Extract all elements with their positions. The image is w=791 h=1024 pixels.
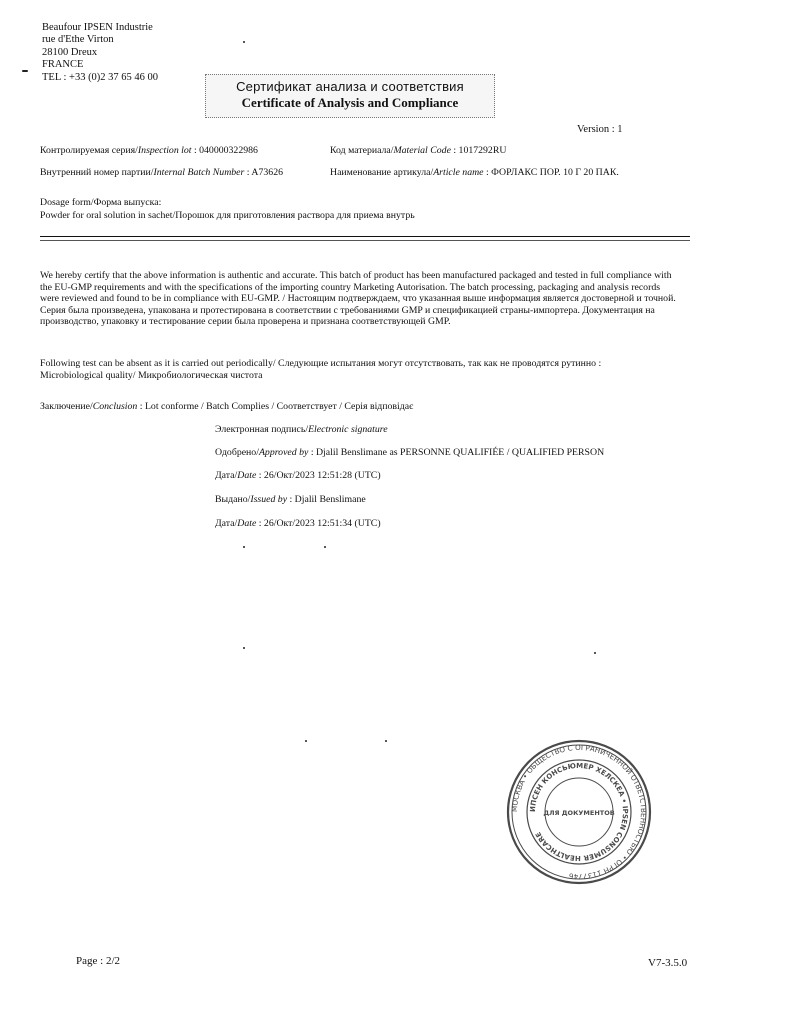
issued-value: : Djalil Benslimane	[289, 494, 366, 505]
scan-speck	[324, 546, 326, 548]
company-city: 28100 Dreux	[42, 46, 98, 58]
stamp-seal-icon	[505, 738, 653, 886]
issued-label-en: Issued by	[250, 494, 288, 505]
company-street: rue d'Ethe Virton	[42, 34, 114, 46]
batch-label-ru: Внутренний номер партии/	[40, 167, 154, 178]
stamp-inner-text: ИПСЕН КОНСЬЮМЕР ХЕЛСКЕА • IPSEN CONSUMER HEALTHCARE	[528, 761, 630, 863]
issued-date-label-en: Date	[237, 518, 257, 529]
scan-speck	[243, 546, 245, 548]
batch-number-field	[40, 167, 283, 178]
inspection-lot-value: : 040000322986	[193, 145, 258, 156]
company-country: FRANCE	[42, 59, 84, 71]
page-number: Page : 2/2	[76, 955, 120, 967]
optional-tests-item: Microbiological quality/ Микробиологическая чистота	[40, 369, 263, 381]
approved-date-value: : 26/Окт/2023 12:51:28 (UTC)	[258, 470, 381, 481]
issued-date-label-ru: Дата/	[215, 518, 238, 529]
approved-value: : Djalil Benslimane as PERSONNE QUALIFIÉE / QUALIFIED PERSON	[310, 447, 605, 458]
certification-paragraph: We hereby certify that the above information is authentic and accurate. This batch of product has been manufactured packaged and tested in full compliance with the EU-GMP requirements and with the specifications of the importing country Marketing Autorisation. The batch processing, packaging and analysis records were reviewed and found to be in compliance with EU-GMP. / Настоящим подтверждаем, что указанная выше информация является достоверной и точной. Серия была произведена, упакована и протестирована в соответствии с требованиями GMP и спецификацией страны-импортера. Документация на производство, упаковку и тестирование серии была проверена и признана соответствующей GMP.	[40, 270, 676, 328]
issued-label-ru: Выдано/	[215, 494, 251, 505]
document-title-box	[205, 74, 495, 118]
electronic-signature-ru: Электронная подпись/	[215, 424, 309, 435]
approved-date-label-en: Date	[237, 470, 257, 481]
divider-line-secondary	[40, 240, 690, 241]
company-stamp	[505, 738, 653, 886]
company-name: Beaufour IPSEN Industrie	[42, 22, 153, 33]
issued-date-line	[215, 518, 381, 529]
stamp-center-text: ДЛЯ ДОКУМЕНТОВ	[543, 809, 615, 817]
optional-tests-text: Following test can be absent as it is carried out periodically/ Следующие испытания могут отсутствовать, так как не проводятся рутинно :	[40, 358, 602, 369]
company-address	[42, 22, 158, 84]
conclusion-value: : Lot conforme / Batch Complies / Соответствует / Серія відповідає	[139, 401, 414, 412]
scan-speck	[385, 740, 387, 742]
material-code-field	[330, 145, 506, 156]
article-name-field	[330, 167, 619, 178]
scan-speck	[243, 41, 245, 43]
electronic-signature-heading	[215, 424, 388, 435]
divider-line	[40, 236, 690, 237]
issued-by-line	[215, 494, 366, 505]
scan-speck	[305, 740, 307, 742]
batch-label-en: Internal Batch Number	[153, 167, 245, 178]
material-code-label-en: Material Code	[393, 145, 451, 156]
dosage-value: Powder for oral solution in sachet/Порошок для приготовления раствора для приема внутрь	[40, 209, 415, 221]
document-version: V7-3.5.0	[648, 957, 688, 969]
electronic-signature-en: Electronic signature	[308, 424, 388, 435]
scan-speck	[243, 647, 245, 649]
version-label: Version : 1	[577, 124, 623, 135]
stamp-outer-text: МОСКВА • ОБЩЕСТВО С ОГРАНИЧЕННОЙ ОТВЕТСТВЕННОСТЬЮ • ОГРН 1137746	[509, 742, 649, 882]
material-code-label-ru: Код материала/	[330, 145, 394, 156]
optional-tests-note	[40, 358, 680, 381]
inspection-lot-label-en: Inspection lot	[137, 145, 192, 156]
approved-label-en: Approved by	[258, 447, 309, 458]
approved-label-ru: Одобрено/	[215, 447, 259, 458]
approved-date-label-ru: Дата/	[215, 470, 238, 481]
dosage-label: Dosage form/Форма выпуска:	[40, 197, 162, 208]
article-label-en: Article name	[433, 167, 484, 178]
article-value: : ФОРЛАКС ПОР. 10 Г 20 ПАК.	[485, 167, 619, 178]
article-label-ru: Наименование артикула/	[330, 167, 434, 178]
conclusion-label-ru: Заключение/	[40, 401, 93, 412]
title-russian: Сертификат анализа и соответствия	[236, 79, 464, 94]
conclusion-line	[40, 401, 413, 412]
dosage-form	[40, 197, 415, 222]
batch-value: : A73626	[246, 167, 283, 178]
approved-by-line	[215, 447, 604, 458]
conclusion-label-en: Conclusion	[92, 401, 138, 412]
material-code-value: : 1017292RU	[453, 145, 507, 156]
issued-date-value: : 26/Окт/2023 12:51:34 (UTC)	[258, 518, 381, 529]
inspection-lot-label-ru: Контролируемая серия/	[40, 145, 138, 156]
approved-date-line	[215, 470, 381, 481]
company-phone: TEL : +33 (0)2 37 65 46 00	[42, 71, 159, 83]
inspection-lot-field	[40, 145, 258, 156]
title-english: Certificate of Analysis and Compliance	[241, 95, 459, 110]
scan-speck	[22, 70, 28, 72]
scan-speck	[594, 652, 596, 654]
